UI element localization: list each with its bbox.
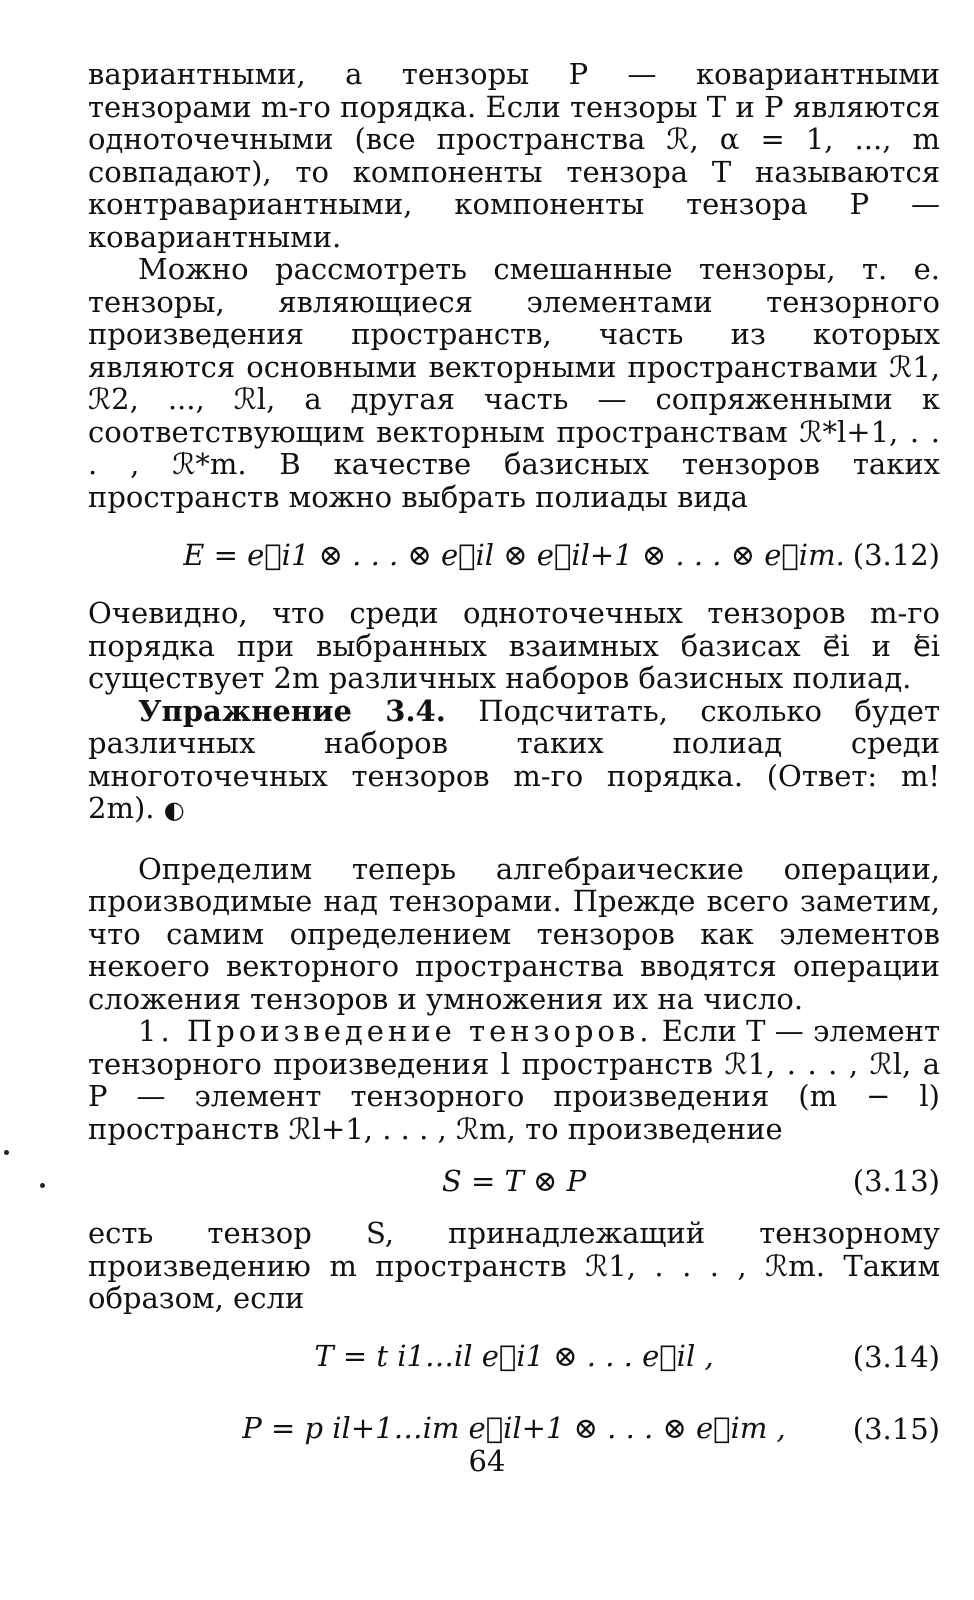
paragraph-6 [88,1015,940,1145]
exercise-label: Упражнение 3.4. [138,693,446,728]
equation-3-12-number: (3.12) [852,537,940,572]
scan-speck [40,1183,45,1188]
equation-3-14 [88,1327,940,1387]
equation-3-12-formula: E = e⃗i1 ⊗ . . . ⊗ e⃗il ⊗ e⃖il+1 ⊗ . . . ⊗ e⃖im. [183,537,845,572]
section-heading: 1. Произведение тензоров. [138,1014,653,1048]
paragraph-3: Очевидно, что среди одноточечных тензоров m-го порядка при выбранных взаимных базисах e⃗i и e⃖i существует 2m различных наборов базисных полиад. [88,596,940,695]
paragraph-1: вариантными, а тензоры P — ковариантными тензорами m-го порядка. Если тензоры T и P являются одноточечными (все пространства ℛ, α = 1, ..., m совпадают), то компоненты тензора T называются контравариантными, компоненты тензора P — ковариантными. [88,57,940,254]
equation-3-12 [88,525,940,585]
paragraph-5: Определим теперь алгебраические операции, производимые над тензорами. Прежде всего заметим, что самим определением тензоров как элементов некоего векторного пространства вводятся операции сложения тензоров и умножения их на число. [88,851,940,1016]
paragraph-6-text: Если T — элемент тензорного произведения l пространств ℛ1, . . . , ℛl, а P — элемент тензорного произведения (m − l) пространств ℛl+1, . . . , ℛm, то произведение [88,1014,941,1146]
paragraph-7: есть тензор S, принадлежащий тензорному произведению m пространств ℛ1, . . . , ℛm. Таким образом, если [88,1216,940,1315]
equation-3-14-formula: T = t i1…il e⃗i1 ⊗ . . . e⃗il , [314,1339,714,1374]
page-number: 64 [468,1444,506,1478]
scan-speck [4,1150,9,1155]
equation-3-15-number: (3.15) [852,1411,940,1446]
equation-3-13 [88,1153,940,1209]
equation-3-13-number: (3.13) [852,1163,940,1198]
half-circle-icon: ◐ [163,796,185,824]
exercise-text: Подсчитать, сколько будет различных наборов таких полиад среди многоточечных тензоров m-го порядка. (Ответ: m! 2m). [88,693,941,825]
spacer [88,827,940,853]
paragraph-2: Можно рассмотреть смешанные тензоры, т. е. тензоры, являющиеся элементами тензорного произведения пространств, часть из которых являются основными векторными пространствами ℛ1, ℛ2, ..., ℛl, а другая часть — сопряженными к соответствующим векторным пространствам ℛ*l+1, . . . , ℛ*m. В качестве базисных тензоров таких пространств можно выбрать полиады вида [88,252,940,514]
equation-3-15-formula: P = p il+1…im e⃗il+1 ⊗ . . . ⊗ e⃗im , [242,1411,786,1446]
exercise-paragraph [88,695,940,827]
equation-3-13-formula: S = T ⊗ P [441,1163,587,1198]
equation-3-14-number: (3.14) [852,1339,940,1374]
page-body [88,58,940,1471]
